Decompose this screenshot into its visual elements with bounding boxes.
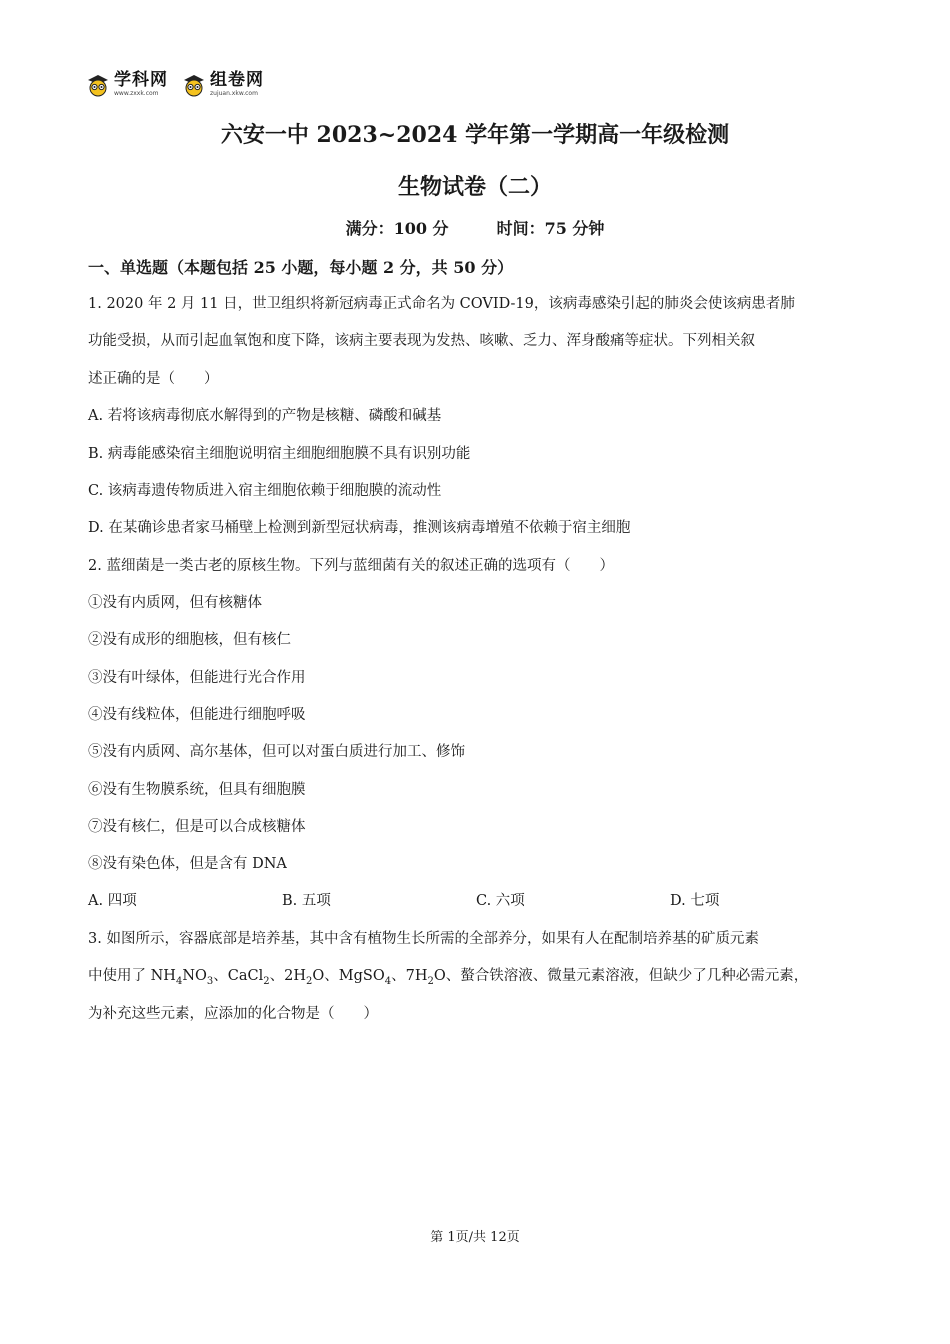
option-a: A. 四项 bbox=[88, 893, 137, 909]
logo-url: zujuan.xkw.com bbox=[210, 90, 258, 97]
logo-group bbox=[86, 72, 264, 97]
question-line: 功能受损，从而引起血氧饱和度下降，该病主要表现为发热、咳嗽、乏力、浑身酸痛等症状。下列相关叙 bbox=[88, 333, 755, 349]
logo-name: 学科网 bbox=[114, 70, 168, 90]
xueke-logo bbox=[86, 72, 168, 97]
option-d: D. 在某确诊患者家马桶壁上检测到新型冠状病毒，推测该病毒增殖不依赖于宿主细胞 bbox=[88, 520, 631, 536]
option-a: A. 若将该病毒彻底水解得到的产物是核糖、磷酸和碱基 bbox=[88, 408, 442, 424]
logo-name: 组卷网 bbox=[210, 70, 264, 90]
option-d: D. 七项 bbox=[670, 893, 720, 909]
exam-info bbox=[0, 216, 950, 239]
question-stem: 2. 蓝细菌是一类古老的原核生物。下列与蓝细菌有关的叙述正确的选项有（ ） bbox=[88, 558, 614, 574]
exam-title: 六安一中 2023~2024 学年第一学期高一年级检测 bbox=[220, 122, 730, 148]
statement-item: ⑦没有核仁，但是可以合成核糖体 bbox=[88, 819, 306, 835]
graduate-owl-icon bbox=[182, 73, 206, 97]
question-line: 为补充这些元素，应添加的化合物是（ ） bbox=[88, 1006, 378, 1022]
statement-item: ⑥没有生物膜系统，但具有细胞膜 bbox=[88, 782, 306, 798]
question-line: 1. 2020 年 2 月 11 日，世卫组织将新冠病毒正式命名为 COVID-19，该病毒感染引起的肺炎会使该病患者肺 bbox=[88, 296, 795, 312]
statement-item: ⑤没有内质网、高尔基体，但可以对蛋白质进行加工、修饰 bbox=[88, 744, 465, 760]
full-score: 满分：100 分 bbox=[345, 219, 449, 238]
zujuan-logo bbox=[182, 72, 264, 97]
question-line: 3. 如图所示，容器底部是培养基，其中含有植物生长所需的全部养分，如果有人在配制培养基的矿质元素 bbox=[88, 931, 759, 947]
exam-subtitle: 生物试卷（二） bbox=[397, 174, 552, 200]
question-line: 述正确的是（ ） bbox=[88, 371, 219, 387]
option-c: C. 六项 bbox=[476, 893, 525, 909]
statement-item: ①没有内质网，但有核糖体 bbox=[88, 595, 262, 611]
logo-url: www.zxxk.com bbox=[114, 90, 159, 97]
section-heading: 一、单选题（本题包括 25 小题，每小题 2 分，共 50 分） bbox=[88, 258, 514, 277]
option-c: C. 该病毒遗传物质进入宿主细胞依赖于细胞膜的流动性 bbox=[88, 483, 442, 499]
page-number: 第 1页/共 12页 bbox=[430, 1230, 520, 1245]
statement-item: ③没有叶绿体，但能进行光合作用 bbox=[88, 670, 306, 686]
option-b: B. 病毒能感染宿主细胞说明宿主细胞细胞膜不具有识别功能 bbox=[88, 446, 471, 462]
statement-item: ②没有成形的细胞核，但有核仁 bbox=[88, 632, 291, 648]
graduate-owl-icon bbox=[86, 73, 110, 97]
statement-item: ⑧没有染色体，但是含有 DNA bbox=[88, 856, 287, 872]
statement-item: ④没有线粒体，但能进行细胞呼吸 bbox=[88, 707, 306, 723]
question-line: 中使用了 $NH_4NO_3$、CaCl$_2$、$2H_2O$、MgSO$_4$、$7H_2O$、螯合铁溶液、微量元素溶液，但缺少了几种必需元素， bbox=[88, 968, 809, 987]
exam-time: 时间：75 分钟 bbox=[496, 219, 605, 238]
option-b: B. 五项 bbox=[282, 893, 331, 909]
